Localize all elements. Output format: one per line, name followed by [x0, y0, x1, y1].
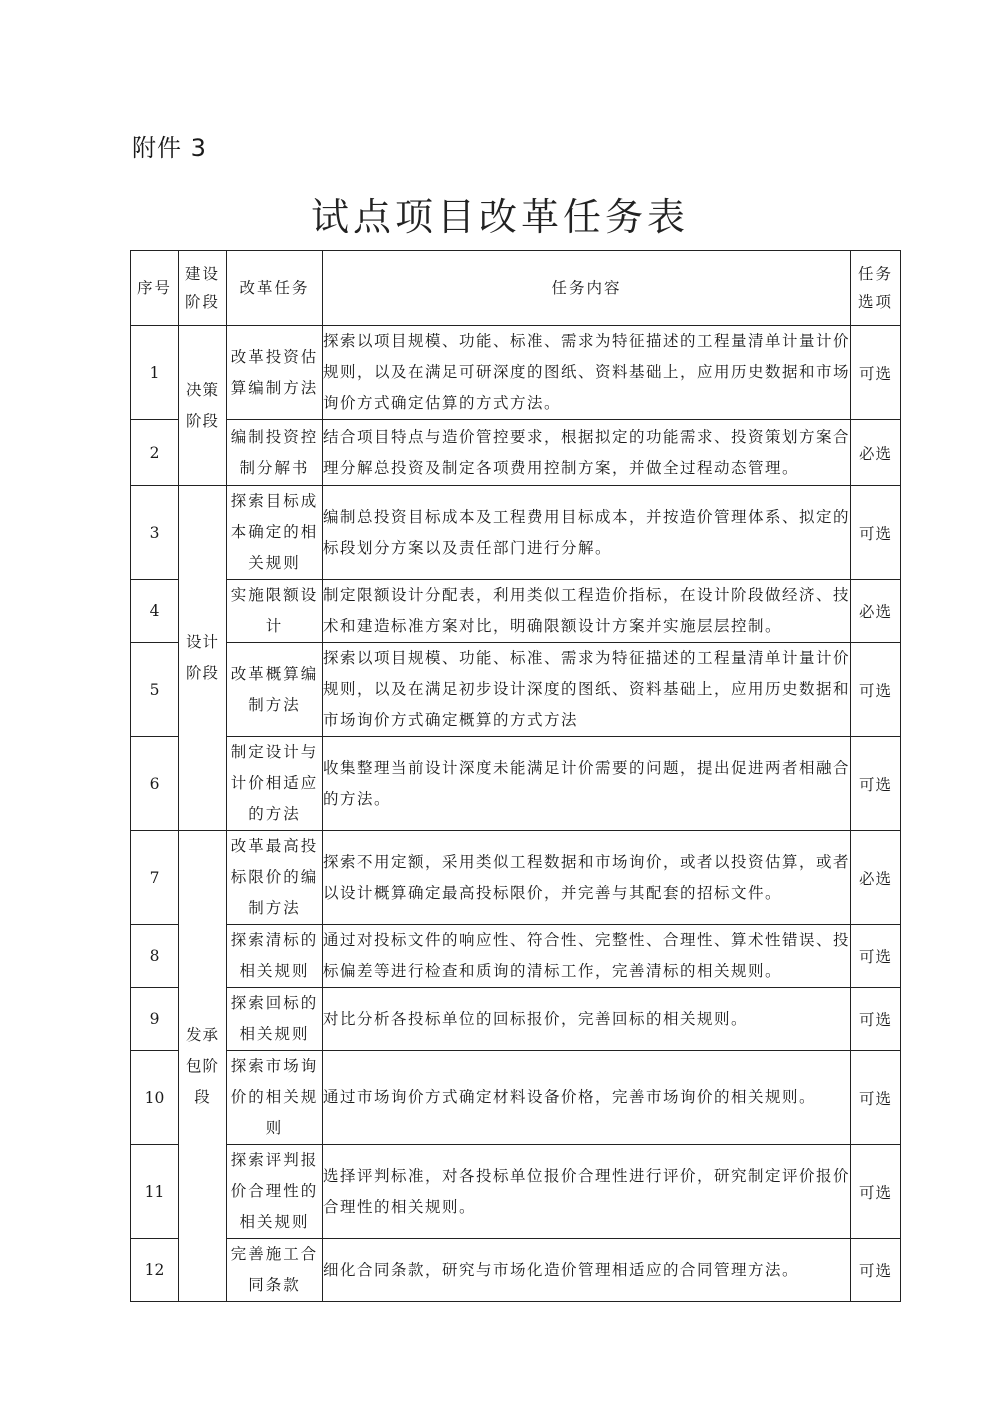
task-name: 改革最高投标限价的编制方法: [227, 831, 323, 925]
task-option: 必选: [851, 580, 901, 643]
task-content: 编制总投资目标成本及工程费用目标成本，并按造价管理体系、拟定的标段划分方案以及责任部门进行分解。: [323, 486, 851, 580]
task-content: 探索不用定额，采用类似工程数据和市场询价，或者以投资估算，或者以设计概算确定最高投标限价，并完善与其配套的招标文件。: [323, 831, 851, 925]
table-row: [131, 1145, 901, 1239]
task-name: 实施限额设计: [227, 580, 323, 643]
row-number: 10: [131, 1051, 179, 1145]
task-content: 对比分析各投标单位的回标报价，完善回标的相关规则。: [323, 988, 851, 1051]
header-stage: 建设阶段: [179, 251, 227, 326]
task-option: 可选: [851, 1145, 901, 1239]
task-content: 探索以项目规模、功能、标准、需求为特征描述的工程量清单计量计价规则，以及在满足初步设计深度的图纸、资料基础上，应用历史数据和市场询价方式确定概算的方式方法: [323, 643, 851, 737]
stage-decision: 决策阶段: [179, 326, 227, 486]
task-content: 通过市场询价方式确定材料设备价格，完善市场询价的相关规则。: [323, 1051, 851, 1145]
header-task: 改革任务: [227, 251, 323, 326]
task-content: 结合项目特点与造价管控要求，根据拟定的功能需求、投资策划方案合理分解总投资及制定各项费用控制方案，并做全过程动态管理。: [323, 420, 851, 486]
task-option: 可选: [851, 925, 901, 988]
header-index: 序号: [131, 251, 179, 326]
task-option: 必选: [851, 420, 901, 486]
task-name: 探索清标的相关规则: [227, 925, 323, 988]
table-row: [131, 486, 901, 580]
task-content: 通过对投标文件的响应性、符合性、完整性、合理性、算术性错误、投标偏差等进行检查和质询的清标工作，完善清标的相关规则。: [323, 925, 851, 988]
stage-design: 设计阶段: [179, 486, 227, 831]
task-content: 细化合同条款，研究与市场化造价管理相适应的合同管理方法。: [323, 1239, 851, 1302]
table-row: [131, 1239, 901, 1302]
table-row: [131, 326, 901, 420]
task-name: 编制投资控制分解书: [227, 420, 323, 486]
table-header-row: [131, 251, 901, 326]
row-number: 3: [131, 486, 179, 580]
row-number: 1: [131, 326, 179, 420]
task-content: 探索以项目规模、功能、标准、需求为特征描述的工程量清单计量计价规则，以及在满足可研深度的图纸、资料基础上，应用历史数据和市场询价方式确定估算的方式方法。: [323, 326, 851, 420]
stage-contracting: 发承包阶段: [179, 831, 227, 1302]
row-number: 8: [131, 925, 179, 988]
header-option: 任务选项: [851, 251, 901, 326]
task-option: 可选: [851, 643, 901, 737]
row-number: 7: [131, 831, 179, 925]
task-name: 改革概算编制方法: [227, 643, 323, 737]
table-row: [131, 1051, 901, 1145]
table-row: [131, 420, 901, 486]
table-row: [131, 988, 901, 1051]
table-row: [131, 831, 901, 925]
task-content: 选择评判标准，对各投标单位报价合理性进行评价，研究制定评价报价合理性的相关规则。: [323, 1145, 851, 1239]
task-name: 改革投资估算编制方法: [227, 326, 323, 420]
task-option: 可选: [851, 1239, 901, 1302]
row-number: 2: [131, 420, 179, 486]
task-name: 探索市场询价的相关规则: [227, 1051, 323, 1145]
task-option: 必选: [851, 831, 901, 925]
task-option: 可选: [851, 988, 901, 1051]
task-option: 可选: [851, 737, 901, 831]
row-number: 12: [131, 1239, 179, 1302]
task-option: 可选: [851, 326, 901, 420]
page-title: 试点项目改革任务表: [310, 195, 689, 239]
task-name: 探索目标成本确定的相关规则: [227, 486, 323, 580]
task-name: 探索评判报价合理性的相关规则: [227, 1145, 323, 1239]
task-name: 完善施工合同条款: [227, 1239, 323, 1302]
row-number: 11: [131, 1145, 179, 1239]
header-content: 任务内容: [323, 251, 851, 326]
reform-task-table: [130, 250, 901, 1302]
attachment-label: 附件 3: [132, 134, 207, 162]
row-number: 9: [131, 988, 179, 1051]
row-number: 5: [131, 643, 179, 737]
task-content: 制定限额设计分配表，利用类似工程造价指标，在设计阶段做经济、技术和建造标准方案对比，明确限额设计方案并实施层层控制。: [323, 580, 851, 643]
table-row: [131, 925, 901, 988]
row-number: 6: [131, 737, 179, 831]
task-option: 可选: [851, 1051, 901, 1145]
task-name: 制定设计与计价相适应的方法: [227, 737, 323, 831]
task-option: 可选: [851, 486, 901, 580]
table-row: [131, 643, 901, 737]
table-row: [131, 580, 901, 643]
task-name: 探索回标的相关规则: [227, 988, 323, 1051]
row-number: 4: [131, 580, 179, 643]
table-row: [131, 737, 901, 831]
task-content: 收集整理当前设计深度未能满足计价需要的问题，提出促进两者相融合的方法。: [323, 737, 851, 831]
